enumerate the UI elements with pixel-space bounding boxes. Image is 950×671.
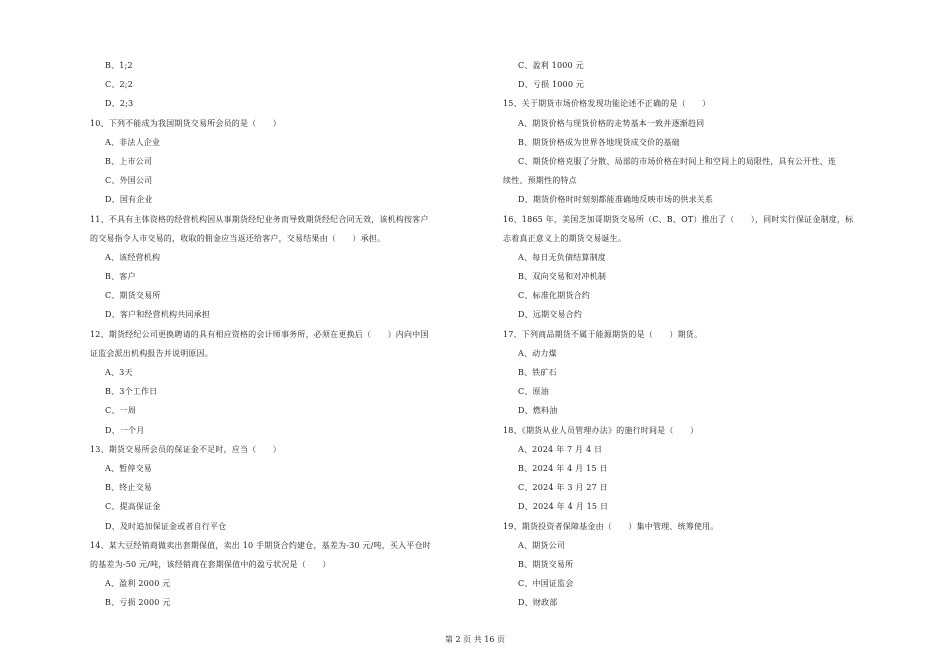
answer-option: D、远期交易合约	[518, 310, 583, 320]
answer-option: C、标准化期货合约	[518, 291, 590, 301]
answer-option: C、期货价格克服了分散、局部的市场价格在时间上和空间上的局限性，具有公开性、连	[518, 156, 836, 166]
answer-option: C、2;2	[105, 80, 133, 90]
question-stem: 13、期货交易所会员的保证金不足时，应当（ ）	[90, 444, 281, 454]
answer-option: C、外国公司	[105, 176, 153, 186]
answer-option: B、期货交易所	[518, 559, 574, 569]
question-stem: 16、1865 年，美国芝加哥期货交易所（C、B、OT）推出了（ ），同时实行保证金制度，标	[503, 214, 854, 224]
answer-option: A、期货公司	[518, 540, 565, 550]
answer-option: B、上市公司	[105, 156, 153, 166]
answer-option: A、期货价格与现货价格的走势基本一致并逐渐趋同	[518, 118, 705, 128]
question-stem: 10、下列不能成为我国期货交易所会员的是（ ）	[90, 118, 281, 128]
answer-option: A、动力煤	[518, 348, 557, 358]
answer-option: A、每日无负债结算制度	[518, 252, 606, 262]
question-stem: 19、期货投资者保障基金由（ ）集中管理、统筹使用。	[503, 521, 719, 531]
answer-option: B、1;2	[105, 61, 133, 70]
answer-option: D、燃料油	[518, 406, 558, 416]
answer-option: B、双向交易和对冲机制	[518, 272, 607, 282]
answer-option: D、2024 年 4 月 15 日	[518, 502, 609, 512]
question-stem-continuation: 续性、预期性的特点	[503, 176, 577, 186]
answer-option: D、一个月	[105, 425, 145, 435]
left-column	[90, 56, 490, 612]
question-stem: 12、期货经纪公司更换聘请的具有相应资格的会计师事务所，必须在更换后（ ）内向中国	[90, 329, 429, 339]
answer-option: D、及时追加保证金或者自行平仓	[105, 521, 227, 531]
answer-option: B、客户	[105, 272, 136, 282]
right-column	[503, 56, 903, 612]
question-stem: 14、某大豆经销商做卖出套期保值，卖出 10 手期货合约建仓，基差为-30 元/吨，买入平仓时	[90, 540, 431, 550]
answer-option: A、盈利 2000 元	[105, 579, 171, 589]
answer-option: C、提高保证金	[105, 502, 161, 512]
question-stem: 11、不具有主体资格的经营机构因从事期货经纪业务而导致期货经纪合同无效，该机构按客户	[90, 214, 429, 224]
answer-option: C、2024 年 3 月 27 日	[518, 483, 608, 493]
answer-option: D、期货价格时时刻刻都能准确地反映市场的供求关系	[518, 195, 714, 205]
answer-option: D、亏损 1000 元	[518, 80, 585, 90]
answer-option: D、国有企业	[105, 195, 153, 205]
answer-option: C、期货交易所	[105, 291, 161, 301]
answer-option: B、终止交易	[105, 483, 153, 493]
answer-option: B、3个工作日	[105, 387, 158, 397]
question-stem-continuation: 证监会派出机构报告并说明原因。	[90, 348, 213, 358]
answer-option: D、客户和经营机构共同承担	[105, 310, 211, 320]
answer-option: C、一周	[105, 406, 136, 416]
question-stem: 17、下列商品期货不属于能源期货的是（ ）期货。	[503, 329, 703, 339]
answer-option: A、3天	[105, 368, 133, 377]
answer-option: B、亏损 2000 元	[105, 598, 171, 608]
question-stem-continuation: 的基差为-50 元/吨，该经销商在套期保值中的盈亏状况是（ ）	[90, 559, 331, 569]
answer-option: B、期货价格成为世界各地现货成交价的基础	[518, 137, 680, 147]
question-stem-continuation: 志着真正意义上的期货交易诞生。	[503, 233, 626, 243]
answer-option: C、中国证监会	[518, 579, 574, 589]
question-stem: 18、《期货从业人员管理办法》的施行时间是（ ）	[503, 425, 699, 435]
answer-option: A、非法人企业	[105, 137, 161, 147]
answer-option: B、2024 年 4 月 15 日	[518, 463, 608, 473]
answer-option: D、财政部	[518, 598, 558, 608]
answer-option: A、暂停交易	[105, 463, 152, 473]
question-stem: 15、关于期货市场价格发现功能论述不正确的是（ ）	[503, 99, 711, 109]
answer-option: A、2024 年 7 月 4 日	[518, 444, 603, 454]
answer-option: C、原油	[518, 387, 549, 397]
answer-option: A、该经营机构	[105, 252, 161, 262]
answer-option: B、铁矿石	[518, 368, 557, 377]
answer-option: D、2;3	[105, 99, 134, 109]
question-stem-continuation: 的交易指令人市交易的，收取的佣金应当返还给客户，交易结果由（ ）承担。	[90, 233, 386, 243]
answer-option: C、盈利 1000 元	[518, 61, 584, 70]
page-number: 第 2 页 共 16 页	[445, 635, 505, 644]
